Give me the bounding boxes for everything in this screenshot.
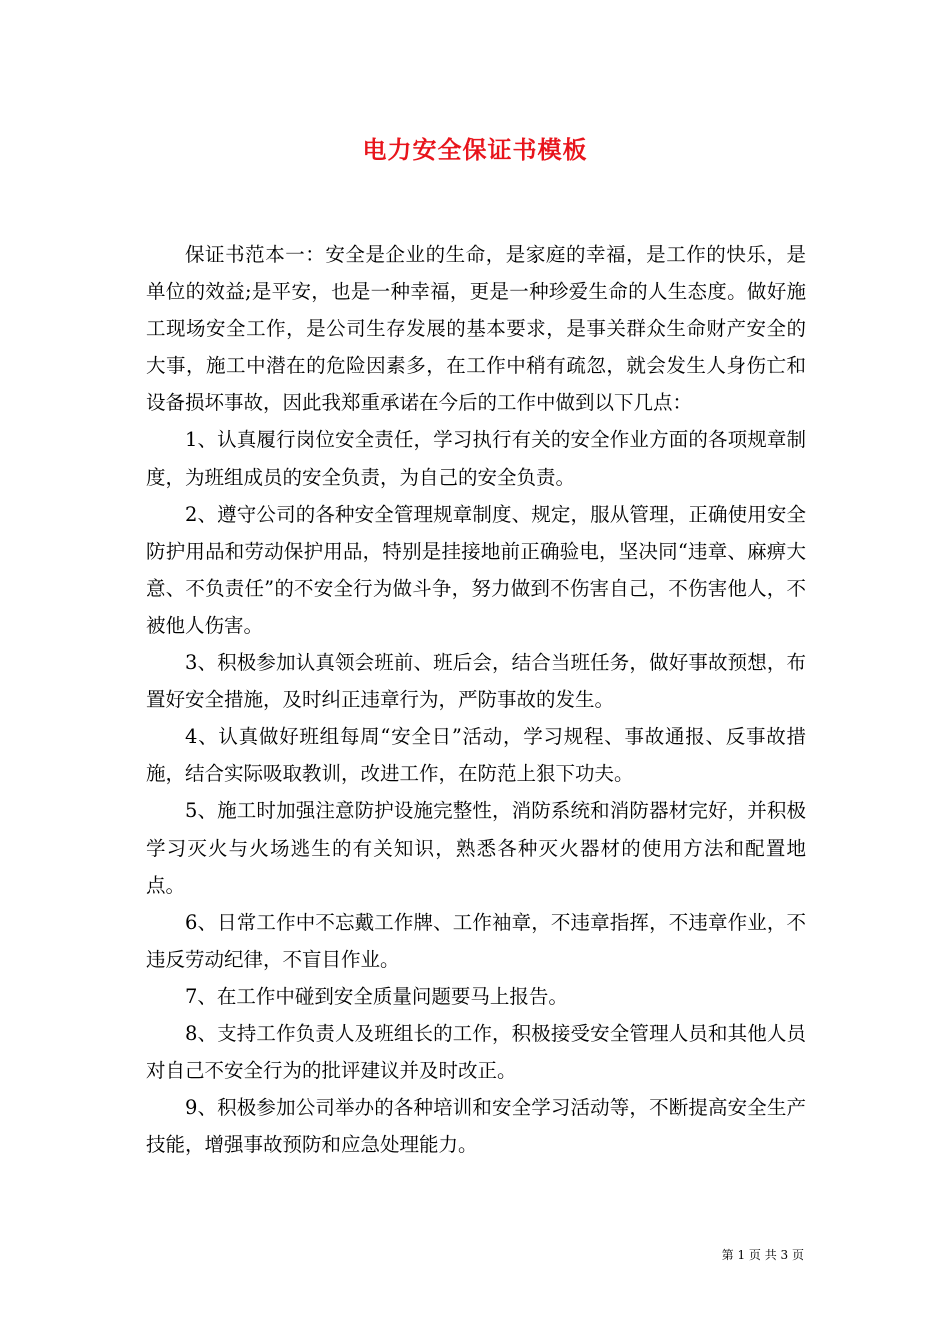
document-title: 电力安全保证书模板 bbox=[362, 135, 588, 164]
paragraph-item-7: 7、在工作中碰到安全质量问题要马上报告。 bbox=[185, 984, 568, 1008]
paragraph-item-8: 8、支持工作负责人及班组长的工作，积极接受安全管理人员和其他人员对自己不安全行为的批评建议并及时改正。 bbox=[146, 1021, 806, 1083]
paragraph-item-5: 5、施工时加强注意防护设施完整性，消防系统和消防器材完好，并积极学习灭火与火场逃生的有关知识，熟悉各种灭火器材的使用方法和配置地点。 bbox=[146, 799, 806, 897]
paragraph-item-3: 3、积极参加认真领会班前、班后会，结合当班任务，做好事故预想，布置好安全措施，及时纠正违章行为，严防事故的发生。 bbox=[146, 651, 806, 712]
paragraph-item-1: 1、认真履行岗位安全责任，学习执行有关的安全作业方面的各项规章制度，为班组成员的安全负责，为自己的安全负责。 bbox=[146, 428, 806, 489]
paragraph-item-4: 4、认真做好班组每周“安全日”活动，学习规程、事故通报、反事故措施，结合实际吸取教训，改进工作，在防范上狠下功夫。 bbox=[146, 725, 806, 786]
document-body bbox=[146, 236, 806, 1163]
paragraph-intro: 保证书范本一：安全是企业的生命，是家庭的幸福，是工作的快乐，是单位的效益;是平安，也是一种幸福，更是一种珍爱生命的人生态度。做好施工现场安全工作，是公司生存发展的基本要求，是事关群众生命财产安全的大事，施工中潜在的危险因素多，在工作中稍有疏忽，就会发生人身伤亡和设备损坏事故，因此我郑重承诺在今后的工作中做到以下几点： bbox=[146, 243, 806, 415]
paragraph-item-2: 2、遵守公司的各种安全管理规章制度、规定，服从管理，正确使用安全防护用品和劳动保护用品，特别是挂接地前正确验电，坚决同“违章、麻痹大意、不负责任”的不安全行为做斗争，努力做到不伤害自己，不伤害他人，不被他人伤害。 bbox=[146, 502, 806, 637]
paragraph-item-9: 9、积极参加公司举办的各种培训和安全学习活动等，不断提高安全生产技能，增强事故预防和应急处理能力。 bbox=[146, 1096, 806, 1157]
page-number: 第 1 页 共 3 页 bbox=[721, 1248, 804, 1262]
paragraph-item-6: 6、日常工作中不忘戴工作牌、工作袖章，不违章指挥，不违章作业，不违反劳动纪律，不盲目作业。 bbox=[146, 910, 806, 971]
